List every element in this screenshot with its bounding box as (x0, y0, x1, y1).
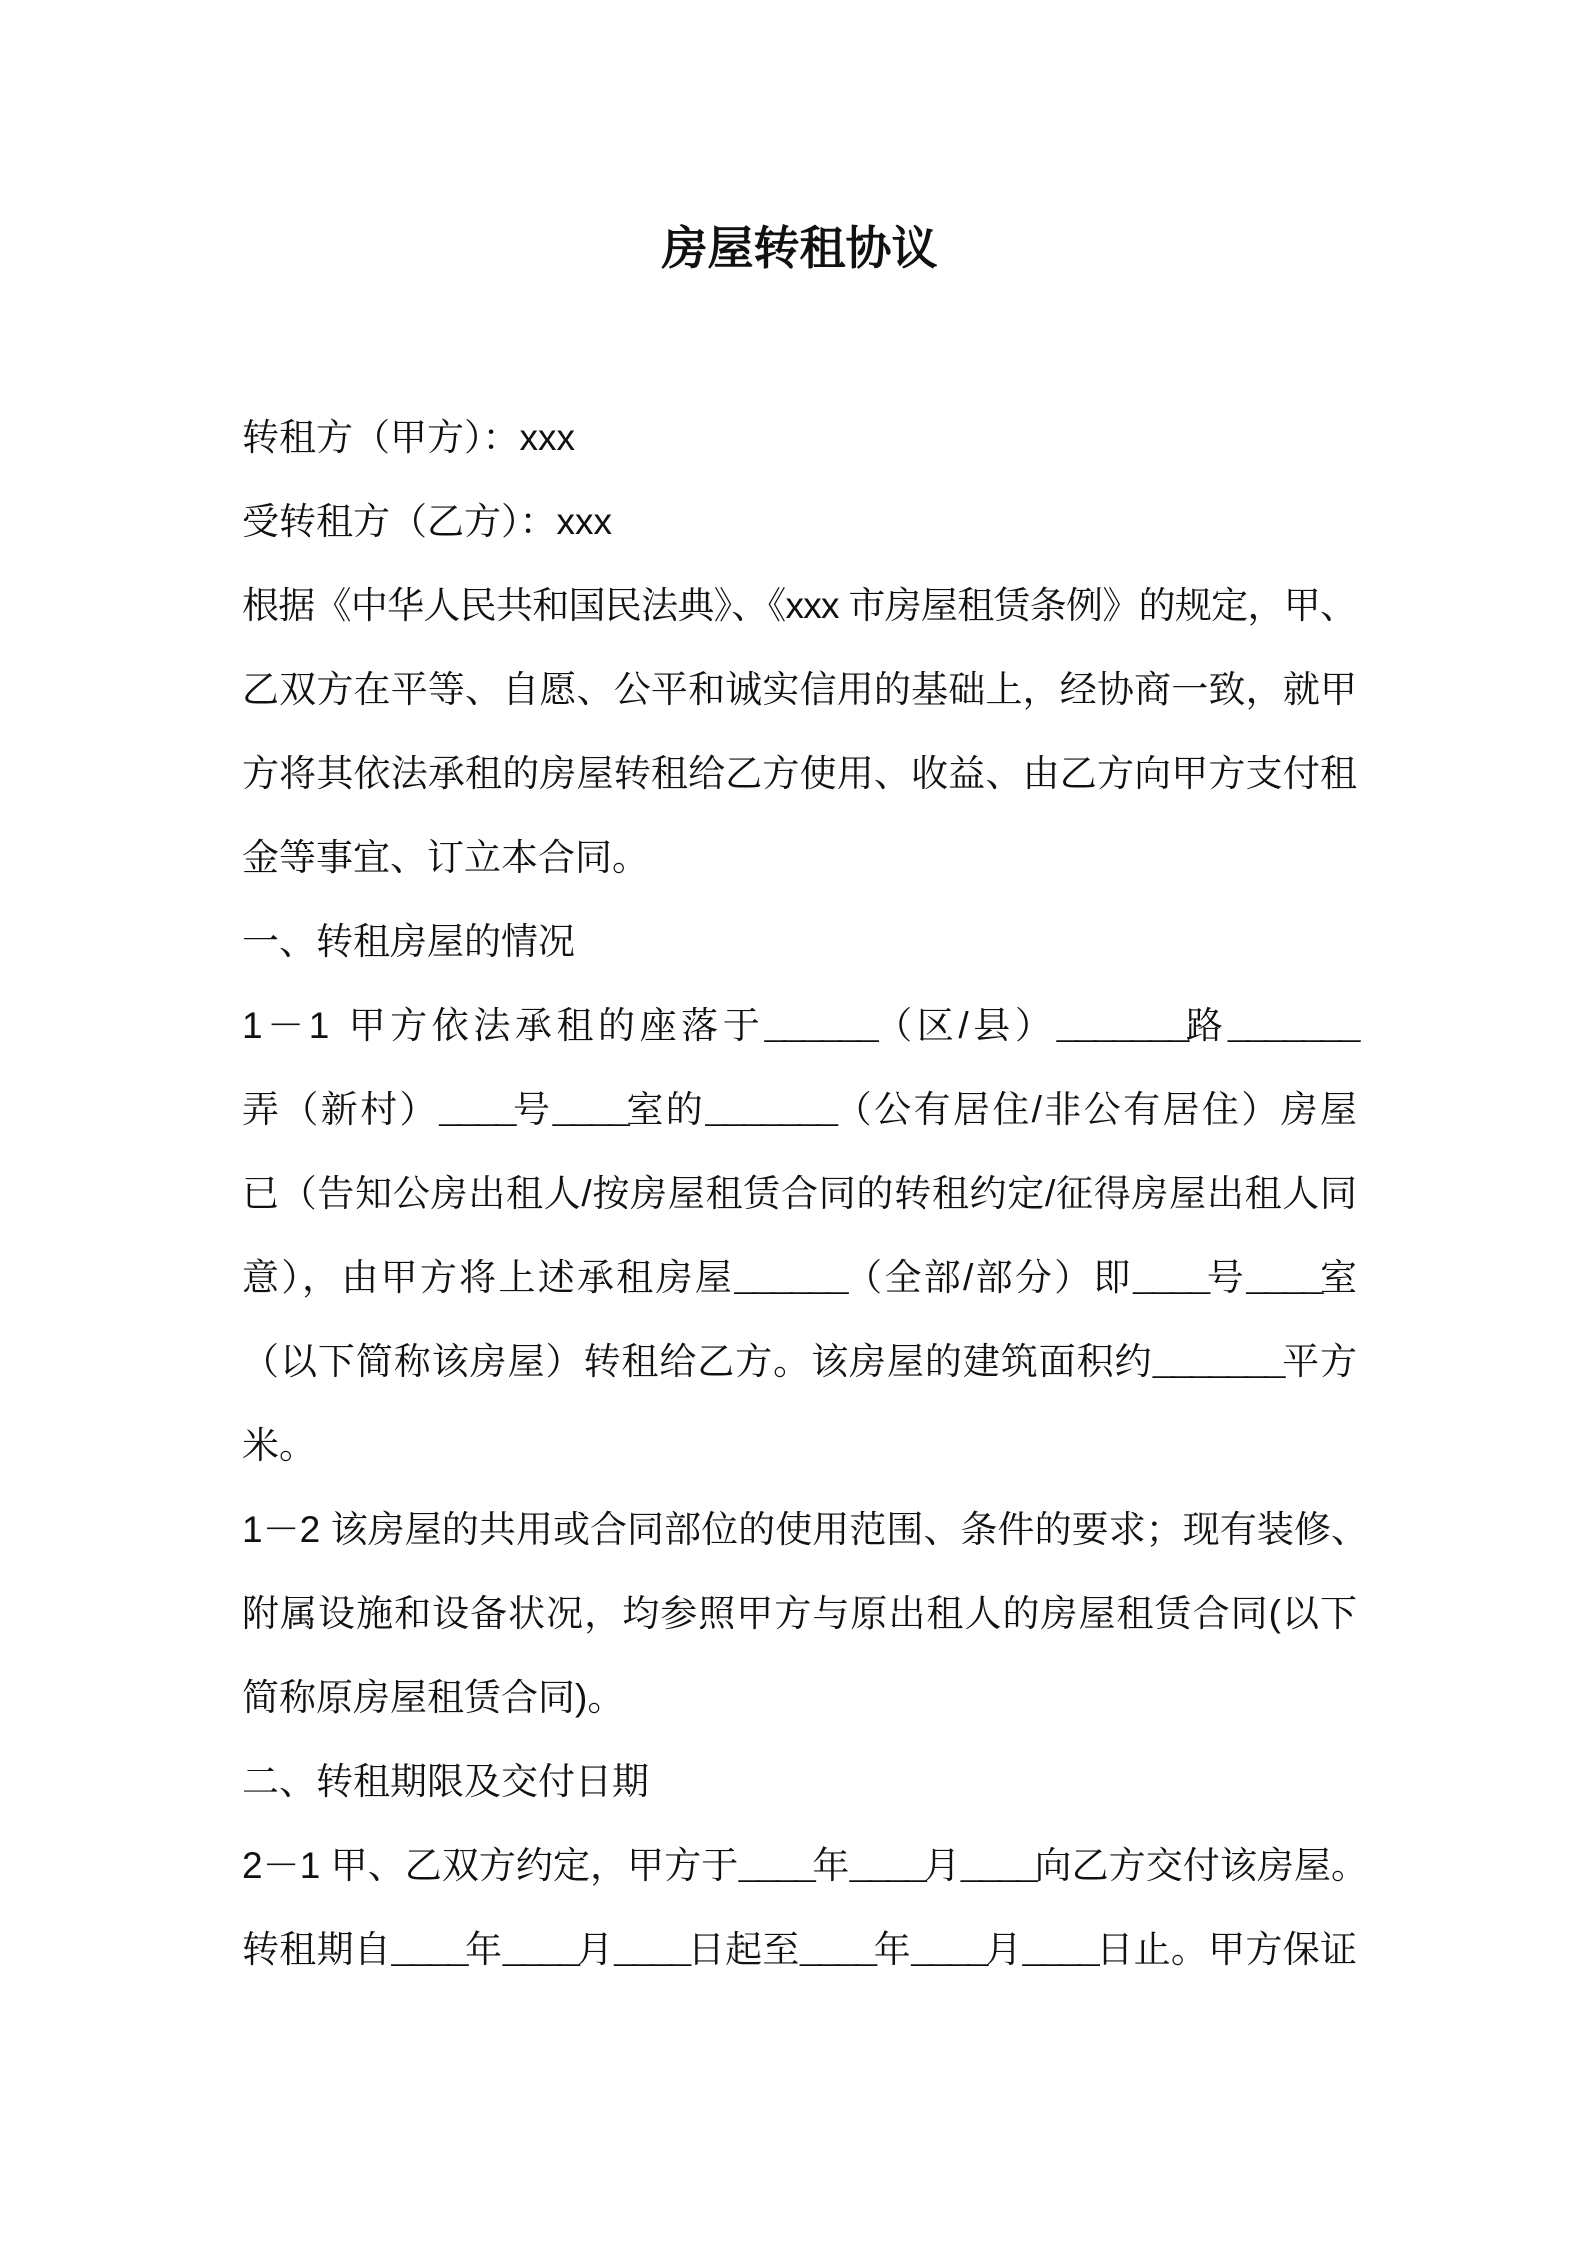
fill-in-blank: ____ (799, 1932, 874, 1974)
clause-line: 1－2 该房屋的共用或合同部位的使用范围、条件的要求；现有装修、 (242, 1509, 1369, 1550)
clause-line: 2－1 甲、乙双方约定，甲方于____年____月____向乙方交付该房屋。 (242, 1845, 1369, 1890)
sublessee-line: 受转租方（乙方）：xxx (242, 501, 612, 542)
fill-in-blank: ____ (502, 1932, 577, 1974)
fill-in-blank: ____ (438, 1092, 513, 1134)
clause-line: 转租期自____年____月____日起至____年____月____日止。甲方保证 (242, 1929, 1358, 1974)
clause-line: 1－1 甲方依法承租的座落于______（区/县）_______路_______ (242, 1005, 1357, 1050)
fill-in-blank: _______ (1227, 1008, 1357, 1050)
preamble-line: 乙双方在平等、自愿、公平和诚实信用的基础上，经协商一致，就甲 (242, 669, 1358, 710)
fill-in-blank: ______ (764, 1008, 876, 1050)
fill-in-blank: ______ (734, 1260, 846, 1302)
document-body (242, 396, 1382, 1992)
clause-line: 简称原房屋租赁合同)。 (242, 1677, 625, 1718)
section-heading: 二、转租期限及交付日期 (242, 1761, 649, 1802)
section-heading: 一、转租房屋的情况 (242, 921, 575, 962)
fill-in-blank: ____ (1132, 1260, 1207, 1302)
preamble-line: 根据《中华人民共和国民法典》、《xxx 市房屋租赁条例》的规定，甲、 (242, 585, 1357, 626)
clause-line: 米。 (242, 1425, 316, 1466)
sublessor-line: 转租方（甲方）：xxx (242, 417, 575, 458)
fill-in-blank: _______ (1056, 1008, 1186, 1050)
fill-in-blank: _______ (705, 1092, 835, 1134)
clause-line: 附属设施和设备状况，均参照甲方与原出租人的房屋租赁合同(以下 (242, 1593, 1359, 1634)
page-title: 房屋转租协议 (661, 222, 938, 274)
fill-in-blank: ____ (960, 1848, 1035, 1890)
clause-line: 意），由甲方将上述承租房屋______（全部/部分）即____号____室 (242, 1257, 1360, 1302)
fill-in-blank: _______ (1152, 1344, 1283, 1386)
fill-in-blank: ____ (738, 1848, 813, 1890)
fill-in-blank: ____ (910, 1932, 985, 1974)
clause-line: 已（告知公房出租人/按房屋租赁合同的转租约定/征得房屋出租人同 (242, 1173, 1358, 1214)
fill-in-blank: ____ (552, 1092, 627, 1134)
clause-line: （以下简称该房屋）转租给乙方。该房屋的建筑面积约_______平方 (242, 1341, 1358, 1386)
clause-line: 弄（新村）____号____室的_______（公有居住/非公有居住）房屋 (242, 1089, 1360, 1134)
fill-in-blank: ____ (391, 1932, 466, 1974)
fill-in-blank: ____ (849, 1848, 924, 1890)
fill-in-blank: ____ (613, 1932, 688, 1974)
preamble-line: 方将其依法承租的房屋转租给乙方使用、收益、由乙方向甲方支付租 (242, 753, 1358, 794)
preamble-line: 金等事宜、订立本合同。 (242, 837, 649, 878)
fill-in-blank: ____ (1246, 1260, 1321, 1302)
fill-in-blank: ____ (1022, 1932, 1097, 1974)
